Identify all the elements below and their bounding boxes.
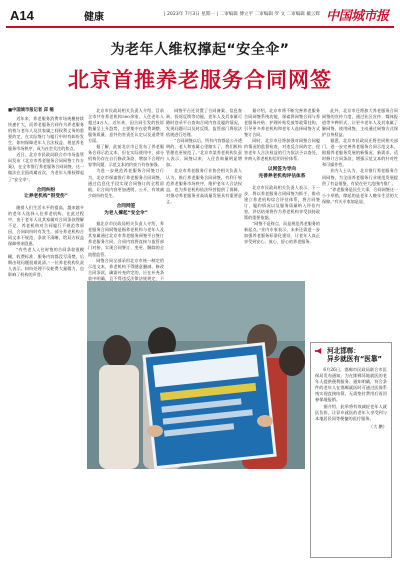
sidebar-title: 河北邯郸： 异乡就医有“医靠” bbox=[327, 347, 382, 363]
article-kicker: 为老年人维权撑起“安全伞” bbox=[110, 42, 290, 58]
column-paragraphs bbox=[88, 108, 164, 199]
byline: ■中国城市报记者 邱 楠 bbox=[8, 108, 54, 113]
paragraph: “有些老人入住时签的合同条款很模糊，收费标准、服务内容都没写清楚，后期出现问题很难说清。”一位养老机构负责人表示，纠纷处理不仅耗费大量精力，也影响了机构的声誉。 bbox=[8, 247, 84, 277]
subheading: 以网签为导向 完善养老机构评估体系 bbox=[258, 167, 306, 180]
dateline: | 2023年 7月3日 星期一 | 二审编辑 傅立平 二审编辑 罗 文 二审编辑 戴云辉 bbox=[164, 12, 321, 17]
masthead-rule bbox=[6, 26, 394, 28]
newspaper-logo: 中国城市报 bbox=[326, 9, 389, 24]
article-column-5 bbox=[322, 108, 398, 338]
article-column-4 bbox=[244, 108, 320, 278]
paragraph: 北京市民政局相关负责人表示，下一步，将以养老服务合同网签为抓手，推动建立养老机构综合评估体系，将合同签订、履约情况以及服务质量纳入评估内容，评估结果将作为养老机构享受扶持政策的重要依据。 bbox=[244, 185, 320, 221]
paragraph: 据北京市民政局相关负责人介绍，养老服务合同网签是指养老机构与老年人及其家属通过北京市养老服务网签平台签订养老服务合同，合同内容将直接与监管部门对接，实现合同签订、变更、解除的全流程监管。 bbox=[88, 221, 164, 257]
paragraph: 北京市民政局相关负责人介绍，目前全市共有养老机构500余家，入住老年人超过4万人。近年来，因合同引发的投诉数量呈上升趋势，主要集中在收费调整、服务质量、意外伤害责任认定以及退费等方面。 bbox=[88, 108, 164, 144]
column-paragraphs bbox=[322, 108, 398, 205]
column-paragraphs bbox=[244, 185, 320, 245]
article-column-1 bbox=[8, 108, 84, 278]
sidebar-box bbox=[310, 342, 392, 558]
paragraph: 据了解，此前北京市已发布了养老服务合同示范文本，但在实际使用中，部分机构仍存在自行修改条款、增加不合理内容等问题，示范文本的约束力有待加强。 bbox=[88, 144, 164, 168]
paragraph: 网签合同全部采用北京市统一制定的示范文本，养老机构不得随意删减、修改合同条款，确需补充约定的，应在补充条款中明确，且不得违反法律法规规定、不 bbox=[88, 257, 164, 281]
photo-illustration bbox=[87, 281, 305, 469]
column-paragraphs bbox=[244, 108, 320, 162]
megaphone-icon bbox=[314, 347, 323, 355]
article-photo bbox=[87, 281, 305, 469]
paragraph: 为进一步规范养老服务合同签订行为，北京市探索推行养老服务合同网签，通过信息化手段实现合同签订的全程留痕，让合同内容更加透明、公开，有效减少纠纷的发生。 bbox=[88, 168, 164, 198]
paragraph: 据介绍，北京市将不断完善养老服务合同网签系统功能，探索将网签合同与养老服务补贴、护理补贴发放等政策挂钩，引导更多养老机构和老年人选择网签方式签订合同。 bbox=[244, 108, 320, 138]
paragraph: 北京市养老服务行业协会相关负责人认为，推行养老服务合同网签，有利于规范养老服务市场秩序，维护老年人合法权益，也为养老机构依法经营提供了保障，对推动养老服务业高质量发展具有重要意义。 bbox=[166, 168, 242, 204]
paragraph: 同时，北京市还将加强对网签合同履约情况的监督检查，对违反合同约定、侵害老年人合法权益的行为依法予以查处，并纳入养老机构信用评价体系。 bbox=[244, 138, 320, 162]
page-number: A14 bbox=[10, 8, 34, 23]
paragraph: 6月26日，邯郸市民政局联合市医保局发布通知，为在邯郸异地就医的老年人提供便利服务。通知明确，符合条件的老年人在邯郸就医时可通过医保系统实现直接结算，无需垫付费用后再回参保地报销。 bbox=[315, 367, 387, 403]
column-paragraphs bbox=[88, 221, 164, 288]
paragraph: 此外，北京市还将加大养老服务合同网签的宣传力度，通过社区宣传、媒体报道等多种形式，让更多老年人及其家属了解网签、使用网签，主动通过网签方式保护自身权益。 bbox=[322, 108, 398, 138]
paragraph: “养老服务是民生大事，合同网签这一小小举措，撑起的是老年人晚年生活的大保障。”有关专家如是说。 bbox=[322, 186, 398, 204]
paragraph: 网签平台还设置了合同备案、信息查询、投诉反馈等功能，老年人及其家属可随时登录平台查询合同内容及履约情况，发现问题可以及时反馈，监管部门将依法依规进行处理。 bbox=[166, 108, 242, 138]
sidebar-body bbox=[315, 367, 387, 422]
paragraph: 近日，北京市民政局联合市市场监管局发布《北京市养老服务合同网签工作方案》，在全市推行养老服务合同网签，这一做法在全国尚属首次，为老年人维权撑起了“安全伞”。 bbox=[8, 152, 84, 182]
column-paragraphs bbox=[166, 108, 242, 205]
paragraph: 据介绍，此举将有效减轻老年人就医负担，让异乡就医的老年人享受到与本地居民同等便捷的医疗服务。 bbox=[315, 403, 387, 421]
column-paragraphs bbox=[8, 205, 84, 278]
paragraph: 据悉，北京市民政局还将会同相关部门，进一步完善养老服务合同示范文本，根据养老服务发展的新情况、新需求，适时修订合同条款，增强示范文本的针对性和可操作性。 bbox=[322, 138, 398, 168]
subheading: 合同纠纷 让养老机构“很受伤” bbox=[24, 187, 68, 200]
article-column-3 bbox=[166, 108, 242, 278]
paragraph: 随着人们生活水平的提高，越来越多的老年人选择入住养老机构。在此过程中，由于老年人及其家属对合同条款理解不足、养老机构对合同履行不规范等原因，合同纠纷时有发生。部分养老机构合同文本不规范、条款不清晰，给双方权益保障带来隐患。 bbox=[8, 205, 84, 247]
paragraph: 业内人士认为，北京推行养老服务合同网签，为全国养老服务行业规范发展提供了有益借鉴，有望在更大范围内推广。 bbox=[322, 168, 398, 186]
sidebar-author: （大 鹏） bbox=[368, 423, 387, 429]
paragraph: 近年来，养老服务消费市场规模持续快速扩大，而养老服务合同作为养老服务机构与老年人及其家属之间权利义务的重要约定，在实际签订与履行中时有纠纷发生，如何保障老年人合法权益、规范养老服务市场秩序，成为社会关注的焦点。 bbox=[8, 116, 84, 152]
paragraph: “网签不是终点，而是规范养老服务的新起点。”业内专家表示，未来还需进一步加强养老服务标准化建设，让老年人真正享受到安心、放心、舒心的养老服务。 bbox=[244, 221, 320, 245]
column-paragraphs bbox=[8, 116, 84, 183]
masthead bbox=[0, 0, 400, 30]
paragraph: “合同网签以后，所有内容都是公开透明的，老人和家属心里踏实了，我们机构管理也更规范了。”北京市某养老机构负责人表示，网签以来，入住咨询量明显增加。 bbox=[166, 138, 242, 168]
article-headline: 北京首推养老服务合同网签 bbox=[68, 68, 332, 92]
article-column-2 bbox=[88, 108, 164, 281]
subheading: 合同网签 为老人撑起“安全伞” bbox=[104, 203, 148, 216]
section-name: 健康 bbox=[84, 12, 104, 23]
